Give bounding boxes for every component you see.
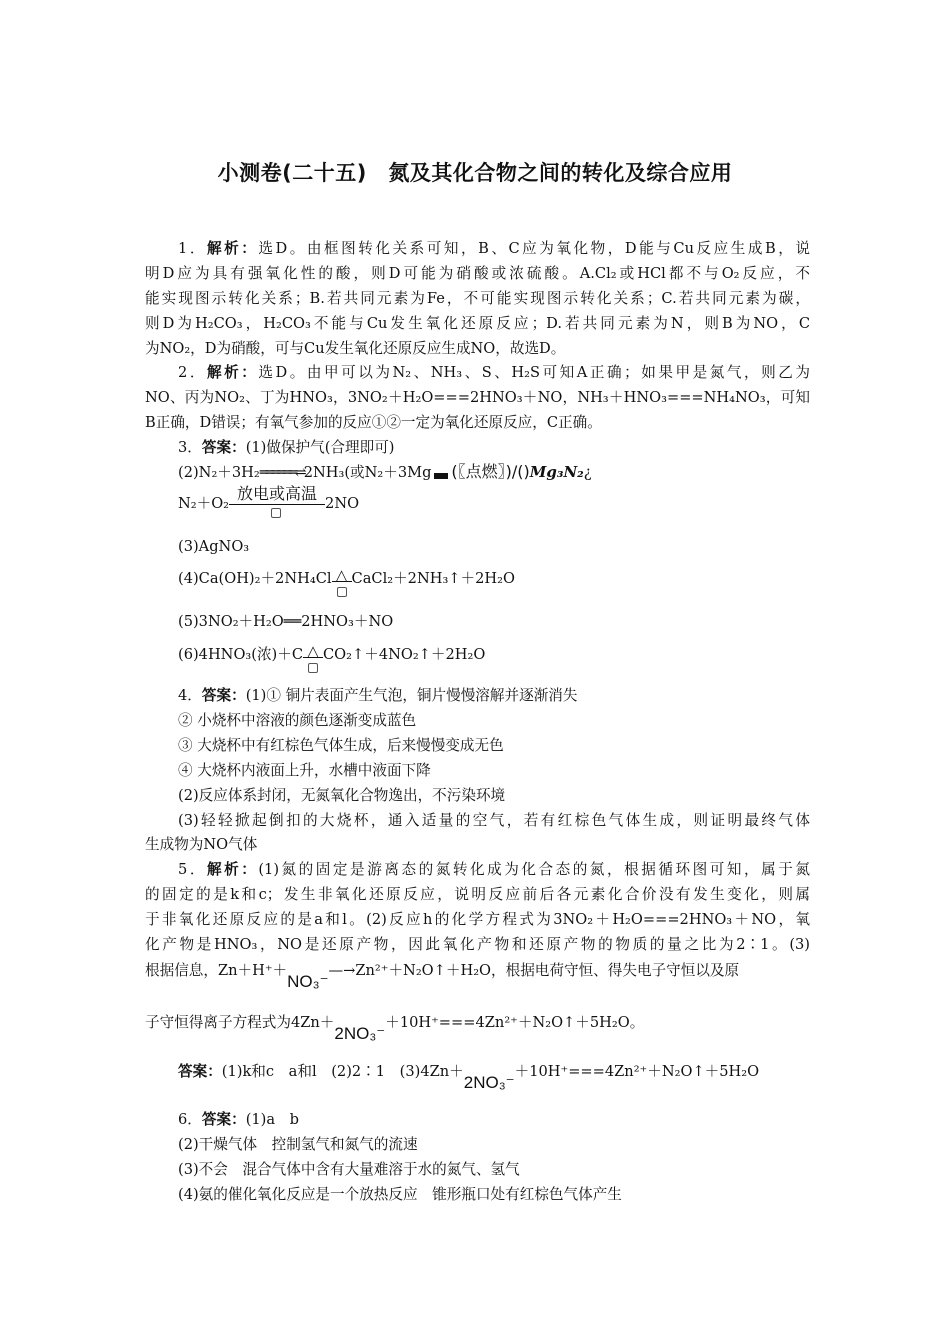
q5-line-1 xyxy=(178,860,810,880)
q3-a6-cond-text: △ xyxy=(307,642,319,660)
q5-l5-left: 根据信息，Zn＋H⁺＋ xyxy=(145,962,288,979)
q6-line-4: (4)氨的催化氧化反应是一个放热反应 锥形瓶口处有红棕色气体产生 xyxy=(178,1186,622,1203)
q1-line-5: 为NO₂，D为硝酸，可与Cu发生氧化还原反应生成NO，故选D。 xyxy=(145,340,566,357)
q5-line-2: 的固定的是k和c；发生非氧化还原反应，说明反应前后各元素化合价没有发生变化，则属 xyxy=(145,886,810,903)
q3-a4-cond-text: △ xyxy=(335,566,348,584)
q3-a2-arrow: ══════⇌ xyxy=(259,464,304,481)
q1-text-1: 选D。由框图转化关系可知，B、C应为氧化物，D能与Cu反应生成B，说 xyxy=(258,240,810,257)
q4-line-6: (3)轻轻掀起倒扣的大烧杯，通入适量的空气，若有红棕色气体生成，则证明最终气体 xyxy=(178,812,810,829)
q3-line-7 xyxy=(178,642,843,665)
q5-line-6 xyxy=(145,1012,810,1043)
q3-line-5 xyxy=(178,566,843,589)
q6-line-1 xyxy=(178,1110,843,1130)
q6-line-2: (2)干燥气体 控制氢气和氮气的流速 xyxy=(178,1136,418,1153)
q3-line-2 xyxy=(178,462,843,483)
q5-answer-label: 答案： xyxy=(178,1063,222,1080)
q5-line-3: 于非氧化还原反应的是a和l。(2)反应h的化学方程式为3NO₂＋H₂O===2HNO₃＋NO，氧 xyxy=(145,911,810,928)
q6-number: 6． xyxy=(178,1111,202,1128)
q5-l5-right: —→Zn²⁺＋N₂O↑＋H₂O，根据电荷守恒、得失电子守恒以及原 xyxy=(328,962,740,979)
q2-line-2: NO、丙为NO₂、丁为HNO₃，3NO₂＋H₂O===2HNO₃＋NO，NH₃＋HNO₃===NH₄NO₃，可知 xyxy=(145,389,810,406)
q3-a4-cond-line xyxy=(332,581,352,582)
q3-line-1 xyxy=(178,438,843,458)
q4-line-1 xyxy=(178,686,843,706)
q2-line-3: B正确，D错误；有氧气参加的反应①②一定为氧化还原反应，C正确。 xyxy=(145,414,602,431)
q3-number: 3． xyxy=(178,439,202,456)
q4-number: 4． xyxy=(178,687,202,704)
q3-a2b-cond-text: 放电或高温 xyxy=(237,484,318,503)
q2-text-1: 选D。由甲可以为N₂、NH₃、S、H₂S可知A正确；如果甲是氮气，则乙为 xyxy=(258,364,810,381)
q3-a4-condition xyxy=(332,566,352,589)
q3-line-6: (5)3NO₂＋H₂O══2HNO₃＋NO xyxy=(178,613,394,630)
q1-number: 1． xyxy=(178,240,207,257)
q3-a6-left: (6)4HNO₃(浓)＋C xyxy=(178,646,304,663)
q5-answer-right: ＋10H⁺===4Zn²⁺＋N₂O↑＋5H₂O xyxy=(514,1063,760,1080)
q3-a2-mid: 2NH₃(或N₂＋3Mg xyxy=(303,464,432,481)
q1-line-1 xyxy=(178,239,810,259)
q5-text-1: (1)氮的固定是游离态的氮转化成为化合态的氮，根据循环图可知，属于氮 xyxy=(258,861,810,878)
q1-line-2: 明D应为具有强氧化性的酸，则D可能为硝酸或浓硫酸。A.Cl₂或HCl都不与O₂反应，不 xyxy=(145,265,810,282)
q4-line-7: 生成物为NO气体 xyxy=(145,836,258,853)
q3-a2b-cond-line xyxy=(229,504,325,505)
q2-line-1 xyxy=(178,363,810,383)
q4-label: 答案： xyxy=(201,687,246,704)
q5-l6-left: 子守恒得离子方程式为4Zn＋ xyxy=(145,1014,335,1031)
q1-line-4: 则D为H₂CO₃，H₂CO₃不能与Cu发生氧化还原反应；D.若共同元素为N，则B为NO，C xyxy=(145,315,810,332)
q3-a6-right: CO₂↑＋4NO₂↑＋2H₂O xyxy=(323,646,486,663)
q3-line-3 xyxy=(178,484,843,514)
q4-line-2: ② 小烧杯中溶液的颜色逐渐变成蓝色 xyxy=(178,712,417,729)
q4-line-4: ④ 大烧杯内液面上升，水槽中液面下降 xyxy=(178,762,431,779)
q3-a6-box-icon xyxy=(308,663,318,673)
q5-line-4: 化产物是HNO₃，NO是还原产物，因此氧化产物和还原产物的物质的量之比为2∶1。(3) xyxy=(145,936,810,953)
q5-answer-ion: 2NO₃⁻ xyxy=(463,1073,515,1092)
page-title: 小测卷(二十五) 氮及其化合物之间的转化及综合应用 xyxy=(217,161,733,185)
q3-a2b-left: N₂＋O₂ xyxy=(178,495,230,512)
q2-label: 解析： xyxy=(206,364,259,381)
q3-a2-prefix: (2)N₂＋3H₂ xyxy=(178,464,260,481)
q3-a2-garbled: (〖点燃〗)/() xyxy=(451,462,530,481)
q5-number: 5． xyxy=(178,861,207,878)
q4-line-3: ③ 大烧杯中有红棕色气体生成，后来慢慢变成无色 xyxy=(178,737,504,754)
q5-answer-left: (1)k和c a和l (2)2∶1 (3)4Zn＋ xyxy=(221,1063,464,1080)
q3-a6-condition xyxy=(303,642,323,665)
q5-line-5 xyxy=(145,960,810,991)
q3-a2b-condition xyxy=(229,484,325,514)
q6-line-3: (3)不会 混合气体中含有大量难溶于水的氮气、氢气 xyxy=(178,1161,520,1178)
q3-a2-box xyxy=(434,473,448,479)
q3-a2b-box-icon xyxy=(271,508,281,518)
q5-answer-line xyxy=(178,1061,843,1092)
q3-a2-tail: ¿ xyxy=(583,464,592,481)
q4-text-1: (1)① 铜片表面产生气泡，铜片慢慢溶解并逐渐消失 xyxy=(245,687,578,704)
q3-label: 答案： xyxy=(201,439,246,456)
q3-a4-left: (4)Ca(OH)₂＋2NH₄Cl xyxy=(178,570,332,587)
q3-a4-box-icon xyxy=(337,587,347,597)
q1-line-3: 能实现图示转化关系；B.若共同元素为Fe，不可能实现图示转化关系；C.若共同元素为碳， xyxy=(145,290,810,307)
q5-ion-nitrate: NO₃⁻ xyxy=(287,972,329,991)
q6-label: 答案： xyxy=(201,1111,246,1128)
q3-a4-right: CaCl₂＋2NH₃↑＋2H₂O xyxy=(351,570,515,587)
q3-a2b-right: 2NO xyxy=(325,495,360,512)
q6-text-1: (1)a b xyxy=(245,1111,299,1128)
q5-label: 解析： xyxy=(206,861,259,878)
q5-l6-right: ＋10H⁺===4Zn²⁺＋N₂O↑＋5H₂O。 xyxy=(385,1014,645,1031)
q4-line-5: (2)反应体系封闭，无氮氧化合物逸出，不污染环境 xyxy=(178,787,506,804)
q5-ion-nitrate-2: 2NO₃⁻ xyxy=(334,1024,386,1043)
q3-a2-formula: Mg₃N₂ xyxy=(529,463,584,481)
q2-number: 2． xyxy=(178,364,207,381)
q1-label: 解析： xyxy=(206,240,259,257)
q3-answer-1: (1)做保护气(合理即可) xyxy=(245,439,395,456)
q3-line-4: (3)AgNO₃ xyxy=(178,538,250,555)
q3-a6-cond-line xyxy=(303,657,323,658)
